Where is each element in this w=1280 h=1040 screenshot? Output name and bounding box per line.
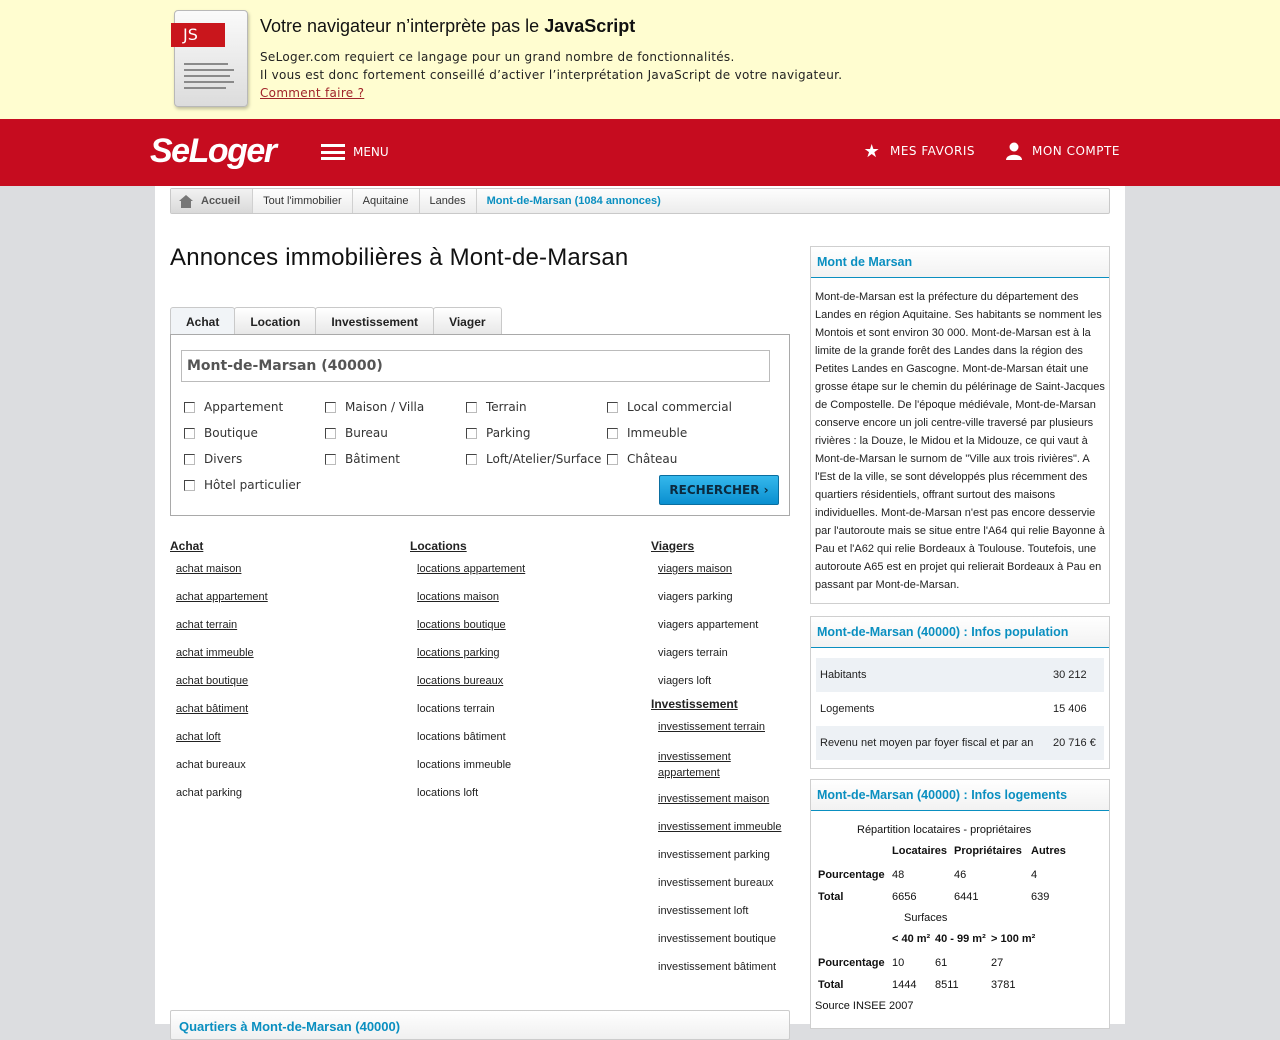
list-item[interactable]: locations maison <box>417 591 499 603</box>
row-label: Pourcentage <box>818 869 885 881</box>
cell: 4 <box>1031 869 1038 881</box>
breadcrumb-item[interactable]: Tout l'immobilier <box>252 189 352 213</box>
list-item: viagers parking <box>658 591 733 603</box>
cell: 1444 <box>892 979 917 991</box>
cell: 3781 <box>991 979 1016 991</box>
list-item: investissement parking <box>658 849 770 861</box>
cell: 61 <box>935 957 948 969</box>
list-item[interactable]: achat boutique <box>176 675 249 687</box>
list-item: locations immeuble <box>417 759 512 771</box>
col-header: Propriétaires <box>954 845 1022 857</box>
seloger-logo[interactable]: SeLoger <box>150 132 276 170</box>
city-info-box <box>810 246 1110 604</box>
menu-button[interactable] <box>321 144 389 160</box>
checkbox[interactable] <box>607 402 618 413</box>
population-table <box>816 658 1104 760</box>
source-note: Source INSEE 2007 <box>815 1000 914 1012</box>
housing-info-title: Mont-de-Marsan (40000) : Infos logements <box>811 780 1109 811</box>
home-icon <box>179 195 193 208</box>
cell: 10 <box>892 957 905 969</box>
checkbox[interactable] <box>325 454 336 465</box>
table-row: Revenu net moyen par foyer fiscal et par an 20 716 € <box>816 726 1104 760</box>
checkbox-appartement[interactable]: Appartement <box>184 400 283 414</box>
checkbox[interactable] <box>184 480 195 491</box>
checkbox[interactable] <box>466 428 477 439</box>
favorites-link[interactable] <box>862 141 975 161</box>
list-item[interactable]: locations appartement <box>417 563 526 575</box>
search-tabs <box>170 307 501 335</box>
locations-heading[interactable]: Locations <box>410 539 467 553</box>
investissement-heading[interactable]: Investissement <box>651 697 738 711</box>
checkbox[interactable] <box>466 454 477 465</box>
surfaces-title: Surfaces <box>904 912 948 924</box>
col-header: Locataires <box>892 845 948 857</box>
checkbox-boutique[interactable]: Boutique <box>184 426 258 440</box>
js-badge: JS <box>171 23 225 47</box>
list-item: viagers appartement <box>658 619 759 631</box>
checkbox[interactable] <box>184 402 195 413</box>
javascript-warning-line2: Il vous est donc fortement conseillé d’activer l’interprétation JavaScript de votre navigateur. <box>260 68 843 82</box>
list-item[interactable]: investissement immeuble <box>658 821 782 833</box>
cell: 48 <box>892 869 905 881</box>
list-item: achat parking <box>176 787 243 799</box>
hamburger-icon <box>321 144 345 160</box>
list-item: viagers loft <box>658 675 712 687</box>
list-item[interactable]: achat bâtiment <box>176 703 249 715</box>
list-item[interactable]: locations bureaux <box>417 675 504 687</box>
checkbox[interactable] <box>325 402 336 413</box>
list-item: investissement bureaux <box>658 877 774 889</box>
population-info-box <box>810 616 1110 769</box>
location-input[interactable]: Mont-de-Marsan (40000) <box>181 350 770 382</box>
list-item[interactable]: achat appartement <box>176 591 268 603</box>
col-header: Autres <box>1031 845 1066 857</box>
cell: 8511 <box>935 979 959 991</box>
breadcrumb-current: Mont-de-Marsan (1084 annonces) <box>476 189 671 213</box>
tab-viager[interactable]: Viager <box>433 307 501 335</box>
neighborhoods-title: Quartiers à Mont-de-Marsan (40000) <box>179 1019 401 1034</box>
page-title: Annonces immobilières à Mont-de-Marsan <box>170 244 629 271</box>
star-icon: ★ <box>863 140 881 162</box>
checkbox[interactable] <box>184 428 195 439</box>
favorites-label: MES FAVORIS <box>890 144 976 158</box>
breadcrumb-item[interactable]: Landes <box>419 189 476 213</box>
checkbox[interactable] <box>325 428 336 439</box>
checkbox-bureau[interactable]: Bureau <box>325 426 388 440</box>
viagers-heading[interactable]: Viagers <box>651 539 695 553</box>
breadcrumb-item[interactable]: Aquitaine <box>352 189 419 213</box>
cell: 639 <box>1031 891 1050 903</box>
how-to-link[interactable]: Comment faire ? <box>260 86 365 100</box>
list-item: achat bureaux <box>176 759 246 771</box>
javascript-document-icon <box>174 10 248 107</box>
row-label: Pourcentage <box>818 957 885 969</box>
tab-investissement[interactable]: Investissement <box>315 307 434 335</box>
tab-achat[interactable]: Achat <box>170 307 235 336</box>
list-item[interactable]: achat immeuble <box>176 647 254 659</box>
housing-info-box <box>810 779 1110 1029</box>
list-item[interactable]: achat maison <box>176 563 242 575</box>
col-header: 40 - 99 m² <box>935 933 986 945</box>
checkbox-chateau[interactable]: Château <box>607 452 677 466</box>
breadcrumb <box>170 188 1110 214</box>
list-item: investissement loft <box>658 905 749 917</box>
population-info-title: Mont-de-Marsan (40000) : Infos population <box>811 617 1109 648</box>
checkbox-immeuble[interactable]: Immeuble <box>607 426 687 440</box>
cell: 6441 <box>954 891 979 903</box>
col-header: < 40 m² <box>892 933 931 945</box>
checkbox[interactable] <box>466 402 477 413</box>
list-item: viagers terrain <box>658 647 728 659</box>
list-item[interactable]: locations parking <box>417 647 500 659</box>
javascript-warning-title: Votre navigateur n’interprète pas le JavaScript <box>260 16 636 36</box>
checkbox[interactable] <box>607 428 618 439</box>
account-link[interactable] <box>1004 141 1120 161</box>
menu-label: MENU <box>353 145 389 159</box>
checkbox-loft[interactable]: Loft/Atelier/Surface <box>466 452 601 466</box>
list-item[interactable]: locations boutique <box>417 619 506 631</box>
checkbox-batiment[interactable]: Bâtiment <box>325 452 400 466</box>
table-row: Logements 15 406 <box>820 703 1087 715</box>
list-item[interactable]: achat terrain <box>176 619 238 631</box>
cell: 6656 <box>892 891 917 903</box>
list-item: investissement bâtiment <box>658 961 776 973</box>
checkbox-terrain[interactable]: Terrain <box>466 400 527 414</box>
checkbox[interactable] <box>184 454 195 465</box>
list-item[interactable]: viagers maison <box>658 563 732 575</box>
list-item[interactable]: investissement maison <box>658 793 770 805</box>
javascript-warning-line1: SeLoger.com requiert ce langage pour un grand nombre de fonctionnalités. <box>260 50 735 64</box>
checkbox[interactable] <box>607 454 618 465</box>
javascript-warning-banner <box>0 0 1280 119</box>
city-description: Mont-de-Marsan est la préfecture du département des Landes en région Aquitaine. Ses habitants se nomment les Montois et sont environ 30 000. Mont-de-Marsan est à la limite de la grande forêt des Landes dans la région des Petites Landes en Gascogne. Mont-de-Marsan était une grosse étape sur le chemin du pélérinage de Saint-Jacques de Compostelle. De l'époque médiévale, Mont-de-Marsan conserve encore un joli centre-ville traversé par plusieurs rivières : la Douze, le Midou et la Midouze, ce qui vaut à Mont-de-Marsan le surnom de "Ville aux trois rivières". A l'Est de la ville, se sont développés plus récemment des quartiers résidentiels, offrant surtout des maisons individuelles. Mont-de-Marsan n'est pas encore desservie par l'autoroute mais se situe entre l'A64 qui relie Bayonne à Pau et l'A62 qui relie Bordeaux à Toulouse. Toutefois, une autoroute A65 est en projet qui relierait Bordeaux à Pau en passant par Mont-de-Marsan. <box>815 291 1105 591</box>
checkbox-local-commercial[interactable]: Local commercial <box>607 400 732 414</box>
cell: 27 <box>991 957 1004 969</box>
list-item[interactable]: achat loft <box>176 731 221 743</box>
list-item: locations loft <box>417 787 479 799</box>
list-item: locations bâtiment <box>417 731 506 743</box>
checkbox-maison-villa[interactable]: Maison / Villa <box>325 400 424 414</box>
row-label: Total <box>818 891 844 903</box>
list-item[interactable]: investissement appartement <box>658 751 731 779</box>
checkbox-divers[interactable]: Divers <box>184 452 242 466</box>
list-item: locations terrain <box>417 703 495 715</box>
neighborhoods-box <box>170 1010 790 1040</box>
site-header <box>0 119 1280 186</box>
main-content <box>155 186 1125 1034</box>
tab-location[interactable]: Location <box>234 307 316 335</box>
checkbox-parking[interactable]: Parking <box>466 426 531 440</box>
row-label: Total <box>818 979 844 991</box>
list-item[interactable]: investissement terrain <box>658 721 765 733</box>
breadcrumb-home[interactable]: Accueil <box>171 189 252 213</box>
achat-heading[interactable]: Achat <box>170 539 204 553</box>
col-header: > 100 m² <box>991 933 1036 945</box>
search-form <box>170 334 790 516</box>
search-button[interactable]: RECHERCHER › <box>659 475 779 505</box>
repartition-title: Répartition locataires - propriétaires <box>857 824 1032 836</box>
list-item: investissement boutique <box>658 933 777 945</box>
user-icon <box>1004 141 1024 161</box>
city-info-title: Mont de Marsan <box>811 247 1109 278</box>
checkbox-hotel-particulier[interactable]: Hôtel particulier <box>184 478 301 492</box>
account-label: MON COMPTE <box>1032 144 1120 158</box>
table-row: Habitants 30 212 <box>816 658 1104 692</box>
cell: 46 <box>954 869 967 881</box>
